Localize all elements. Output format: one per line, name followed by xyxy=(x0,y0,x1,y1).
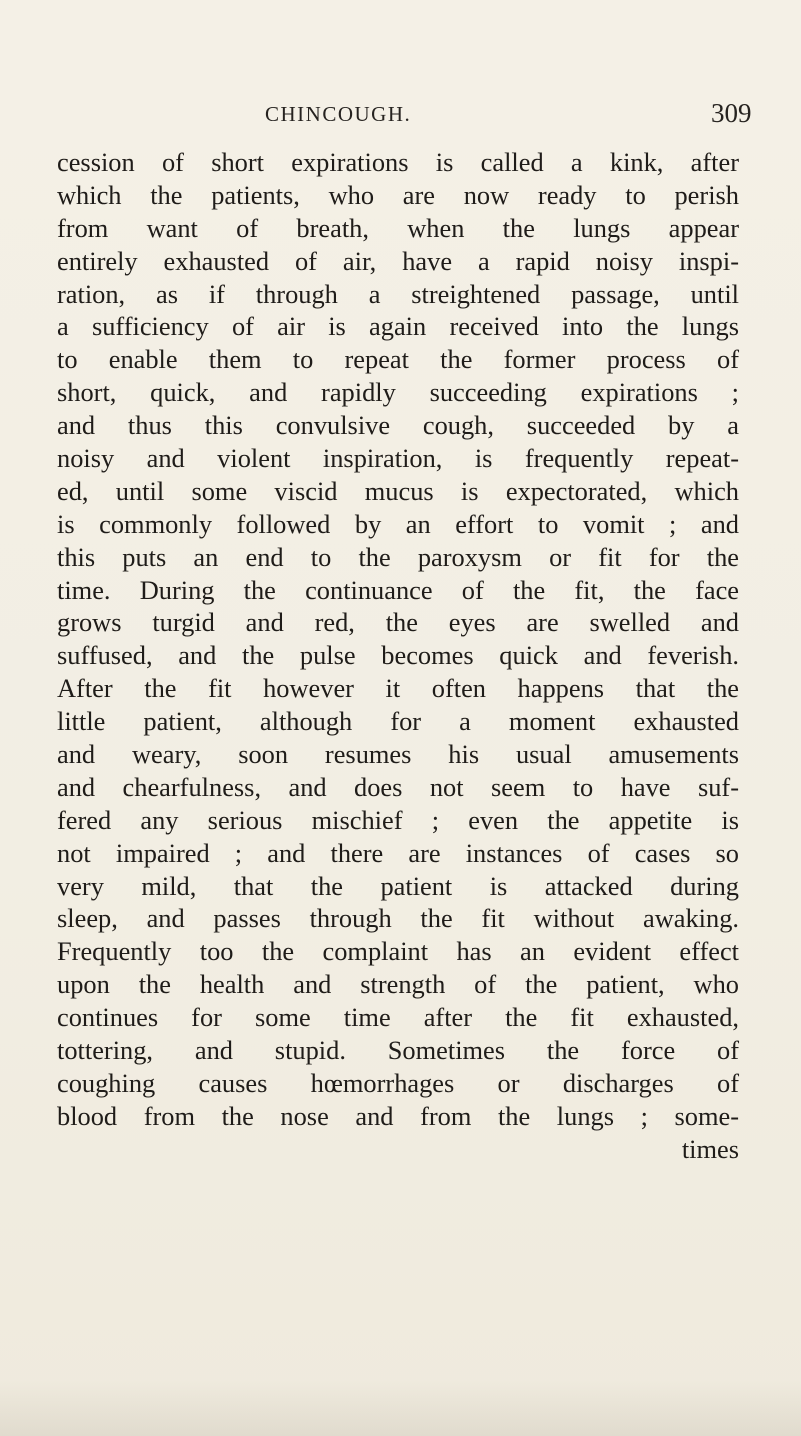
text-line: a sufficiency of air is again received into the lungs xyxy=(57,311,739,342)
text-line: very mild, that the patient is attacked during xyxy=(57,870,739,901)
text-line: short, quick, and rapidly succeeding expirations ; xyxy=(57,377,739,408)
catchword: times xyxy=(681,1133,739,1164)
text-line: Frequently too the complaint has an evident effect xyxy=(57,936,739,967)
text-line: is commonly followed by an effort to vomit ; and xyxy=(57,508,739,539)
text-line: grows turgid and red, the eyes are swelled and xyxy=(57,607,739,638)
text-line: noisy and violent inspiration, is frequently repeat- xyxy=(57,443,739,474)
text-line: ed, until some viscid mucus is expectorated, which xyxy=(57,475,739,506)
page-edge-shading xyxy=(0,1380,801,1436)
text-line: which the patients, who are now ready to perish xyxy=(57,179,739,210)
text-line: upon the health and strength of the patient, who xyxy=(57,969,739,1000)
text-line: and chearfulness, and does not seem to have suf- xyxy=(57,771,739,802)
text-line: blood from the nose and from the lungs ; some- xyxy=(57,1100,739,1131)
text-line: time. During the continuance of the fit, the face xyxy=(57,574,739,605)
text-line: sleep, and passes through the fit without awaking. xyxy=(57,903,739,934)
text-line: from want of breath, when the lungs appear xyxy=(57,212,739,243)
text-line: not impaired ; and there are instances of cases so xyxy=(57,837,739,868)
text-line: cession of short expirations is called a kink, after xyxy=(57,147,739,177)
body-text xyxy=(57,146,739,1166)
text-line: continues for some time after the fit exhausted, xyxy=(57,1002,739,1033)
page-header xyxy=(0,98,801,134)
text-line: this puts an end to the paroxysm or fit for the xyxy=(57,541,739,572)
running-head: CHINCOUGH. xyxy=(265,102,412,126)
text-line: entirely exhausted of air, have a rapid noisy inspi- xyxy=(57,245,739,276)
text-line: and thus this convulsive cough, succeeded by a xyxy=(57,410,739,441)
page-number: 309 xyxy=(711,98,752,128)
text-line: and weary, soon resumes his usual amusements xyxy=(57,739,739,770)
text-line: ration, as if through a streightened passage, until xyxy=(57,278,739,309)
text-line: little patient, although for a moment exhausted xyxy=(57,706,739,737)
text-line: to enable them to repeat the former process of xyxy=(57,344,739,375)
text-line: fered any serious mischief ; even the appetite is xyxy=(57,804,739,835)
text-line: suffused, and the pulse becomes quick and feverish. xyxy=(57,640,739,671)
text-line: After the fit however it often happens that the xyxy=(57,673,739,704)
text-line: coughing causes hœmorrhages or discharges of xyxy=(57,1067,739,1098)
text-line: tottering, and stupid. Sometimes the force of xyxy=(57,1035,739,1066)
